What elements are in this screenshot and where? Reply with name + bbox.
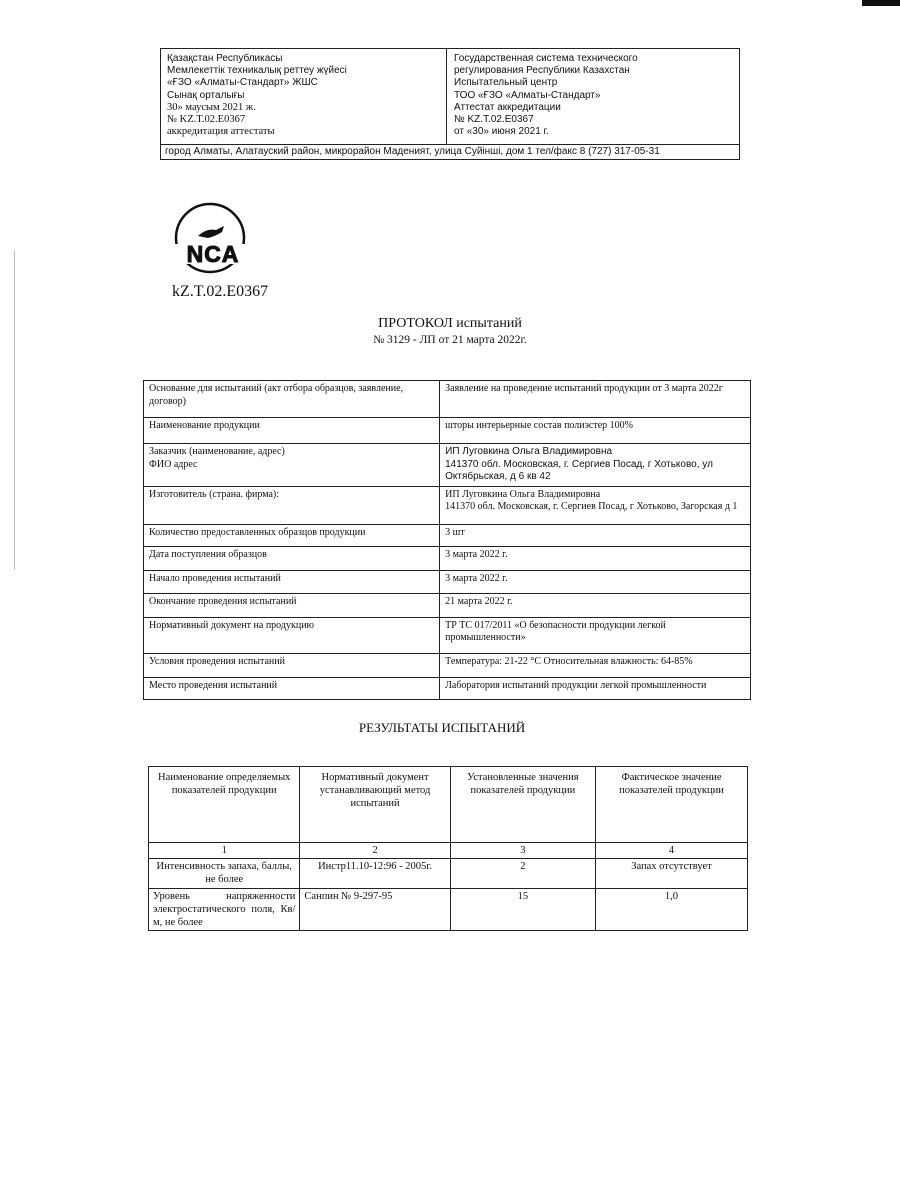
results-cell: Уровень напряженности электростатического поля, Кв/м, не более [149,889,300,931]
info-value: шторы интерьерные состав полиэстер 100% [440,418,751,444]
letterhead-line: Мемлекеттік техникалық реттеу жүйесі [167,65,347,77]
column-number: 3 [450,843,595,859]
info-row [144,524,751,546]
info-row [144,444,751,487]
results-cell: 1,0 [595,889,747,931]
info-value: Заявление на проведение испытаний продукции от 3 марта 2022г [440,381,751,418]
results-header: Установленные значения показателей продукции [450,767,595,843]
column-number: 2 [300,843,450,859]
info-row [144,381,751,418]
info-value: Температура: 21-22 °С Относительная влажность: 64-85% [440,653,751,677]
results-header: Нормативный документ устанавливающий метод испытаний [300,767,450,843]
info-row [144,546,751,570]
letterhead-line: аккредитация аттестаты [167,126,275,138]
column-number: 1 [149,843,300,859]
info-row [144,617,751,653]
letterhead-line: 30» маусым 2021 ж. [167,101,256,113]
letterhead-line: «ҒЗО «Алматы-Стандарт» ЖШС [167,77,318,89]
info-value: 21 марта 2022 г. [440,593,751,617]
results-row [149,859,748,889]
letterhead-russian [447,49,739,145]
test-info-table [143,380,751,700]
results-cell: Инстр11.10-12:96 - 2005г. [300,859,450,889]
info-row [144,418,751,444]
results-cell: 2 [450,859,595,889]
logo-text: NCA [186,241,240,267]
letterhead-address: город Алматы, Алатауский район, микрорайон Маденият, улица Суйінші, дом 1 тел/факс 8 (727) 317-05-31 [161,144,739,159]
info-value: Лаборатория испытаний продукции легкой промышленности [440,677,751,699]
letterhead-line: № KZ.T.02.E0367 [167,114,246,126]
column-number: 4 [595,843,747,859]
info-label: Наименование продукции [144,418,440,444]
letterhead-line: Сынақ орталығы [167,89,245,101]
results-row [149,889,748,931]
scan-margin-line [14,250,15,570]
results-table [148,766,748,931]
results-cell: 15 [450,889,595,931]
info-row [144,653,751,677]
letterhead-line: ТОО «ҒЗО «Алматы-Стандарт» [454,89,601,101]
results-number-row [149,843,748,859]
info-label: Дата поступления образцов [144,546,440,570]
protocol-number: № 3129 - ЛП от 21 марта 2022г. [373,334,527,346]
letterhead-line: Қазақстан Республикасы [167,53,283,64]
results-title: РЕЗУЛЬТАТЫ ИСПЫТАНИЙ [358,720,526,735]
info-label: Окончание проведения испытаний [144,593,440,617]
info-label: Начало проведения испытаний [144,570,440,593]
letterhead-box [160,48,740,160]
info-label: Изготовитель (страна. фирма): [144,486,440,524]
info-value: ИП Луговкина Ольга Владимировна 141370 обл. Московская, г. Сергиев Посад, г Хотьково, ул Октябрьская, д 6 кв 42 [440,444,751,487]
letterhead-line: регулирования Республики Казахстан [454,65,630,77]
info-label: Условия проведения испытаний [144,653,440,677]
results-cell: Интенсивность запаха, баллы, не более [149,859,300,889]
info-value: 3 марта 2022 г. [440,570,751,593]
info-label: Основание для испытаний (акт отбора образцов, заявление, договор) [144,381,440,418]
results-header: Фактическое значение показателей продукции [595,767,747,843]
info-label: Место проведения испытаний [144,677,440,699]
info-label: Заказчик (наименование, адрес) ФИО адрес [144,444,440,487]
info-value: ТР ТС 017/2011 «О безопасности продукции легкой промышленности» [440,617,751,653]
letterhead-line: Аттестат аккредитации [454,101,561,113]
letterhead-kazakh [161,49,447,145]
letterhead-line: Испытательный центр [454,77,558,89]
results-cell: Санпин № 9-297-95 [300,889,450,931]
info-value: ИП Луговкина Ольга Владимировна 141370 обл. Московская, г. Сергиев Посад, г Хотьково, Загорская д 1 [440,486,751,524]
nca-logo [164,198,264,280]
letterhead-line: Государственная система технического [454,53,638,64]
protocol-title: ПРОТОКОЛ испытаний [378,316,522,331]
scan-corner-mark [862,0,900,6]
results-header-row [149,767,748,843]
info-row [144,570,751,593]
info-value: 3 марта 2022 г. [440,546,751,570]
letterhead-line: № KZ.T.02.E0367 [454,114,534,126]
results-cell: Запах отсутствует [595,859,747,889]
info-row [144,486,751,524]
accreditation-code: kZ.T.02.E0367 [172,283,269,300]
letterhead-line: от «30» июня 2021 г. [454,126,549,138]
info-row [144,593,751,617]
info-value: 3 шт [440,524,751,546]
info-row [144,677,751,699]
results-header: Наименование определяемых показателей продукции [149,767,300,843]
info-label: Количество предоставленных образцов продукции [144,524,440,546]
info-label: Нормативный документ на продукцию [144,617,440,653]
